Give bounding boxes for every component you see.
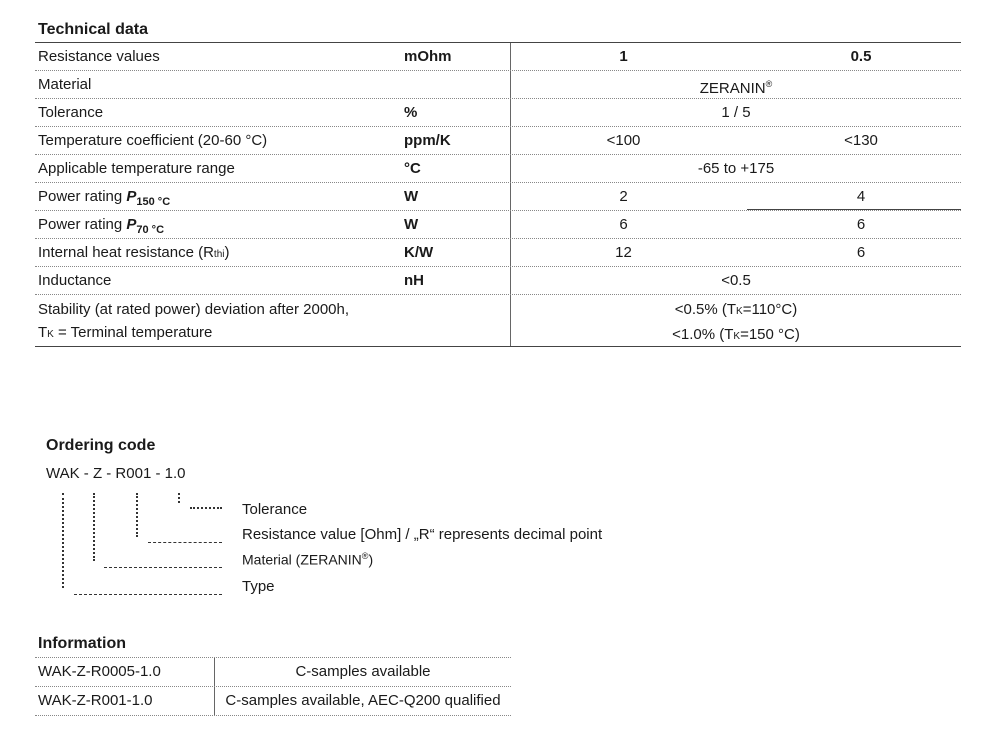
material-leader-vertical xyxy=(93,493,95,561)
table-row-inductance xyxy=(35,267,961,295)
row-label: Stability (at rated power) deviation after 2000h, TK = Terminal temperature xyxy=(38,301,350,341)
table-row-resistance-values xyxy=(35,42,961,71)
column-divider xyxy=(510,155,511,182)
row-value: <0.5 xyxy=(721,272,751,289)
row-unit: nH xyxy=(404,272,424,289)
table-row-tolerance xyxy=(35,99,961,127)
column-divider xyxy=(510,211,511,238)
row-label: Applicable temperature range xyxy=(38,160,235,177)
row-unit: mOhm xyxy=(404,48,452,65)
table-row xyxy=(35,657,511,687)
partial-rule xyxy=(747,209,961,210)
value-half-ohm-column: 6 xyxy=(856,216,866,233)
column-divider xyxy=(510,295,511,346)
value-1-ohm-column: 1 xyxy=(619,48,628,65)
column-divider xyxy=(510,183,511,210)
row-label: Inductance xyxy=(38,272,112,289)
table-row-material xyxy=(35,71,961,99)
table-row-power-rating-70 xyxy=(35,211,961,239)
row-unit: W xyxy=(404,216,419,233)
column-divider xyxy=(510,267,511,294)
row-unit: K/W xyxy=(404,244,434,261)
row-label: Temperature coefficient (20-60 °C) xyxy=(38,132,268,149)
row-unit: °C xyxy=(404,160,421,177)
row-label: Power rating $P_{70 ^\circ C}$ xyxy=(38,216,165,236)
row-unit: ppm/K xyxy=(404,132,451,149)
technical-data-table xyxy=(35,42,961,347)
table-row xyxy=(35,687,511,716)
row-value: <0.5% (TK=110°C) <1.0% (TK=150 °C) xyxy=(672,301,800,343)
value-1-ohm-column: <100 xyxy=(606,132,641,149)
column-divider xyxy=(510,99,511,126)
value-1-ohm-column: 2 xyxy=(619,188,628,205)
table-row-stability xyxy=(35,295,961,347)
availability-cell: C-samples available, AEC-Q200 qualified xyxy=(225,692,501,709)
column-divider xyxy=(510,239,511,266)
value-half-ohm-column: <130 xyxy=(844,132,878,149)
ordering-label-tolerance: Tolerance xyxy=(242,501,308,518)
tolerance-leader-horizontal xyxy=(190,507,222,509)
information-title: Information xyxy=(38,635,126,652)
material-leader-horizontal xyxy=(104,567,222,568)
table-row-temperature-coefficient xyxy=(35,127,961,155)
column-divider xyxy=(510,71,511,98)
resistance-leader-horizontal xyxy=(148,542,222,543)
ordering-code-example: WAK - Z - R001 - 1.0 xyxy=(46,465,186,482)
table-row-power-rating-150 xyxy=(35,183,961,211)
ordering-label-resistance: Resistance value [Ohm] / „R“ represents decimal point xyxy=(242,526,603,543)
table-row-heat-resistance xyxy=(35,239,961,267)
value-1-ohm-column: 6 xyxy=(619,216,628,233)
row-unit: % xyxy=(404,104,418,121)
value-half-ohm-column: 6 xyxy=(856,244,866,261)
row-label: Internal heat resistance (Rthi) xyxy=(38,244,230,261)
table-row-temperature-range xyxy=(35,155,961,183)
row-value: -65 to +175 xyxy=(697,160,775,177)
value-1-ohm-column: 12 xyxy=(615,244,632,261)
row-label: Material xyxy=(38,76,92,93)
resistance-leader-vertical xyxy=(136,493,138,537)
row-value: 1 / 5 xyxy=(721,104,751,121)
row-value: ZERANIN® xyxy=(699,79,773,97)
technical-data-title: Technical data xyxy=(38,21,148,38)
ordering-code-title: Ordering code xyxy=(46,437,156,454)
column-divider xyxy=(214,658,215,686)
row-label: Tolerance xyxy=(38,104,104,121)
order-code-cell: WAK-Z-R0005-1.0 xyxy=(38,663,161,680)
column-divider xyxy=(510,127,511,154)
type-leader-vertical xyxy=(62,493,64,588)
tolerance-leader-vertical xyxy=(178,493,180,503)
ordering-label-material: Material (ZERANIN®) xyxy=(242,551,374,568)
information-table xyxy=(35,657,511,716)
value-half-ohm-column: 4 xyxy=(856,188,866,205)
availability-cell: C-samples available xyxy=(295,663,431,680)
type-leader-horizontal xyxy=(74,594,222,595)
column-divider xyxy=(510,43,511,70)
row-label: Power rating $P_{150 ^\circ C}$ xyxy=(38,188,171,208)
row-label: Resistance values xyxy=(38,48,160,65)
row-unit: W xyxy=(404,188,419,205)
order-code-cell: WAK-Z-R001-1.0 xyxy=(38,692,153,709)
ordering-label-type: Type xyxy=(242,578,275,595)
column-divider xyxy=(214,687,215,715)
value-half-ohm-column: 0.5 xyxy=(850,48,872,65)
